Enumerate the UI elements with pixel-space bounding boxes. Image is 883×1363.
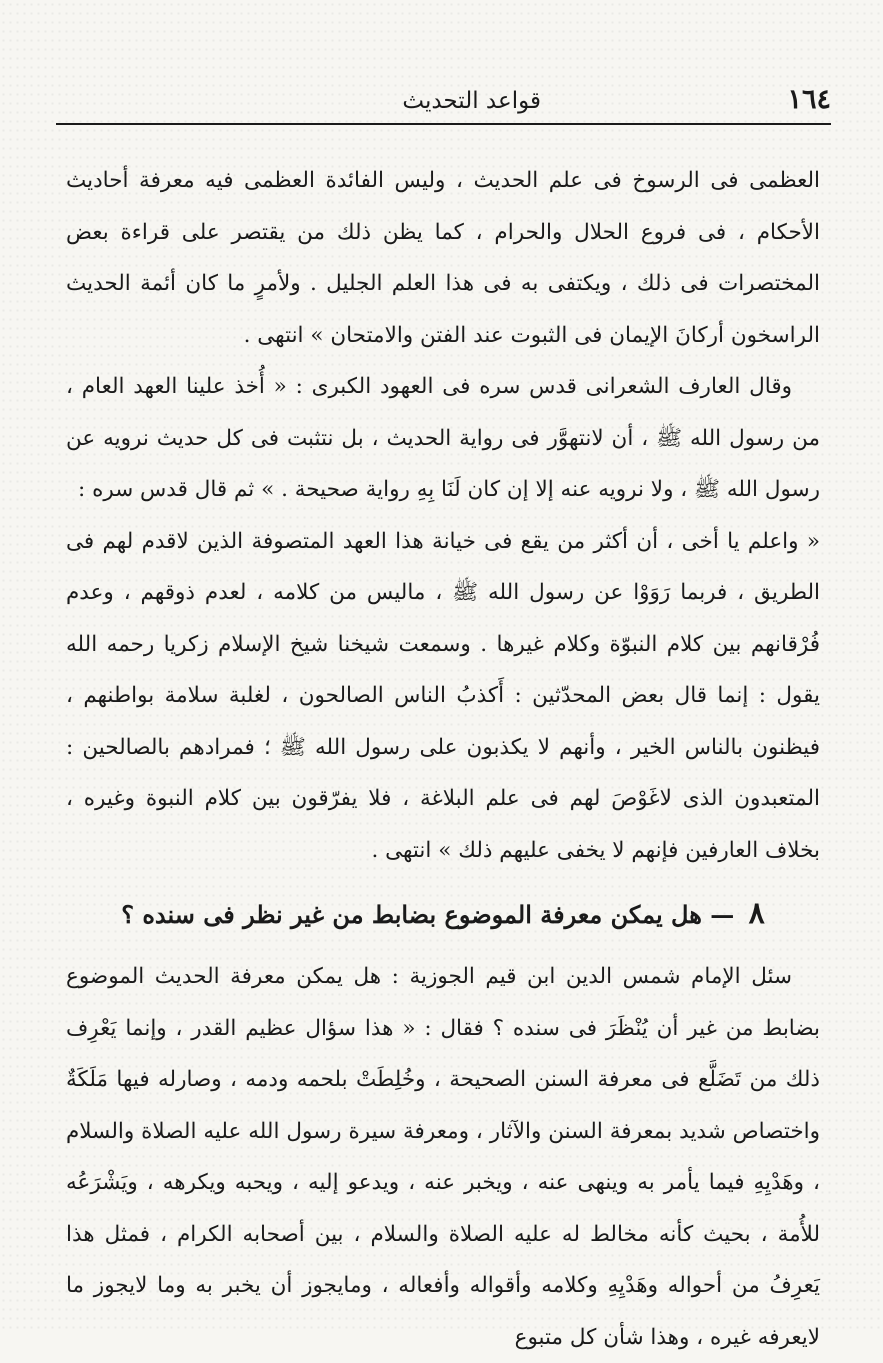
paragraph: وقال العارف الشعرانى قدس سره فى العهود الكبرى : « أُخذ علينا العهد العام ، من رسول الله ﷺ ، أن لانتهوَّر فى رواية الحديث ، بل نتثبت فى كل حديث نرويه عن رسول الله ﷺ ، ولا نرويه عنه إلا إن كان لَنَا بِهِ رواية صحيحة . » ثم قال قدس سره : (66, 374, 820, 502)
page-header (56, 78, 831, 126)
section-number: ٨ (748, 896, 765, 931)
main-text (66, 155, 820, 1363)
header-rule (56, 123, 831, 125)
running-title: قواعد التحديث (402, 88, 541, 114)
paragraph: « واعلم يا أخى ، أن أكثر من يقع فى خيانة هذا العهد المتصوفة الذين لاقدم لهم فى الطريق ، فربما رَوَوْا عن رسول الله ﷺ ، ماليس من كلامه ، لعدم ذوقهم ، وعدم فُرْقانهم بين كلام النبوّة وكلام غيرها . وسمعت شيخنا شيخ الإسلام زكريا رحمه الله يقول : إنما قال بعض المحدّثين : أَكذبُ الناس الصالحون ، لغلبة سلامة بواطنهم ، فيظنون بالناس الخير ، وأنهم لا يكذبون على رسول الله ﷺ ؛ فمرادهم بالصالحين : المتعبدون الذى لاغَوْصَ لهم فى علم البلاغة ، فلا يفرّقون بين كلام النبوة وغيره ، بخلاف العارفين فإنهم لا يخفى عليهم ذلك » انتهى . (66, 528, 820, 863)
paragraph: العظمى فى الرسوخ فى علم الحديث ، وليس الفائدة العظمى فيه معرفة أحاديث الأحكام ، فى فروع الحلال والحرام ، كما يظن ذلك من يقتصر على قراءة بعض المختصرات فى ذلك ، ويكتفى به فى هذا العلم الجليل . ولأمرٍ ما كان أئمة الحديث الراسخون أركانَ الإيمان فى الثبوت عند الفتن والامتحان » انتهى . (66, 168, 820, 348)
page-number: ١٦٤ (787, 84, 831, 115)
section-heading (66, 882, 820, 947)
paragraph: سئل الإمام شمس الدين ابن قيم الجوزية : هل يمكن معرفة الحديث الموضوع بضابط من غير أن يُنْظَرَ فى سنده ؟ فقال : « هذا سؤال عظيم القدر ، وإنما يَعْرِف ذلك من تَضَلَّع فى معرفة السنن الصحيحة ، وخُلِطَتْ بلحمه ودمه ، وصارله فيها مَلَكَةٌ واختصاص شديد بمعرفة السنن والآثار ، ومعرفة سيرة رسول الله عليه الصلاة والسلام ، وهَدْيِهِ فيما يأمر به وينهى عنه ، ويخبر عنه ، ويدعو إليه ، ويحبه ويكرهه ، ويَشْرَعُه للأُمة ، بحيث كأنه مخالط له عليه الصلاة والسلام ، بين أصحابه الكرام ، فمثل هذا يَعرِفُ من أحواله وهَدْيِهِ وكلامه وأقواله وأفعاله ، ومايجوز أن يخبر به وما لايجوز ما لايعرفه غيره ، وهذا شأن كل متبوع (66, 964, 820, 1350)
section-dash: — (710, 900, 735, 929)
section-title: هل يمكن معرفة الموضوع بضابط من غير نظر فى سنده ؟ (121, 900, 702, 929)
